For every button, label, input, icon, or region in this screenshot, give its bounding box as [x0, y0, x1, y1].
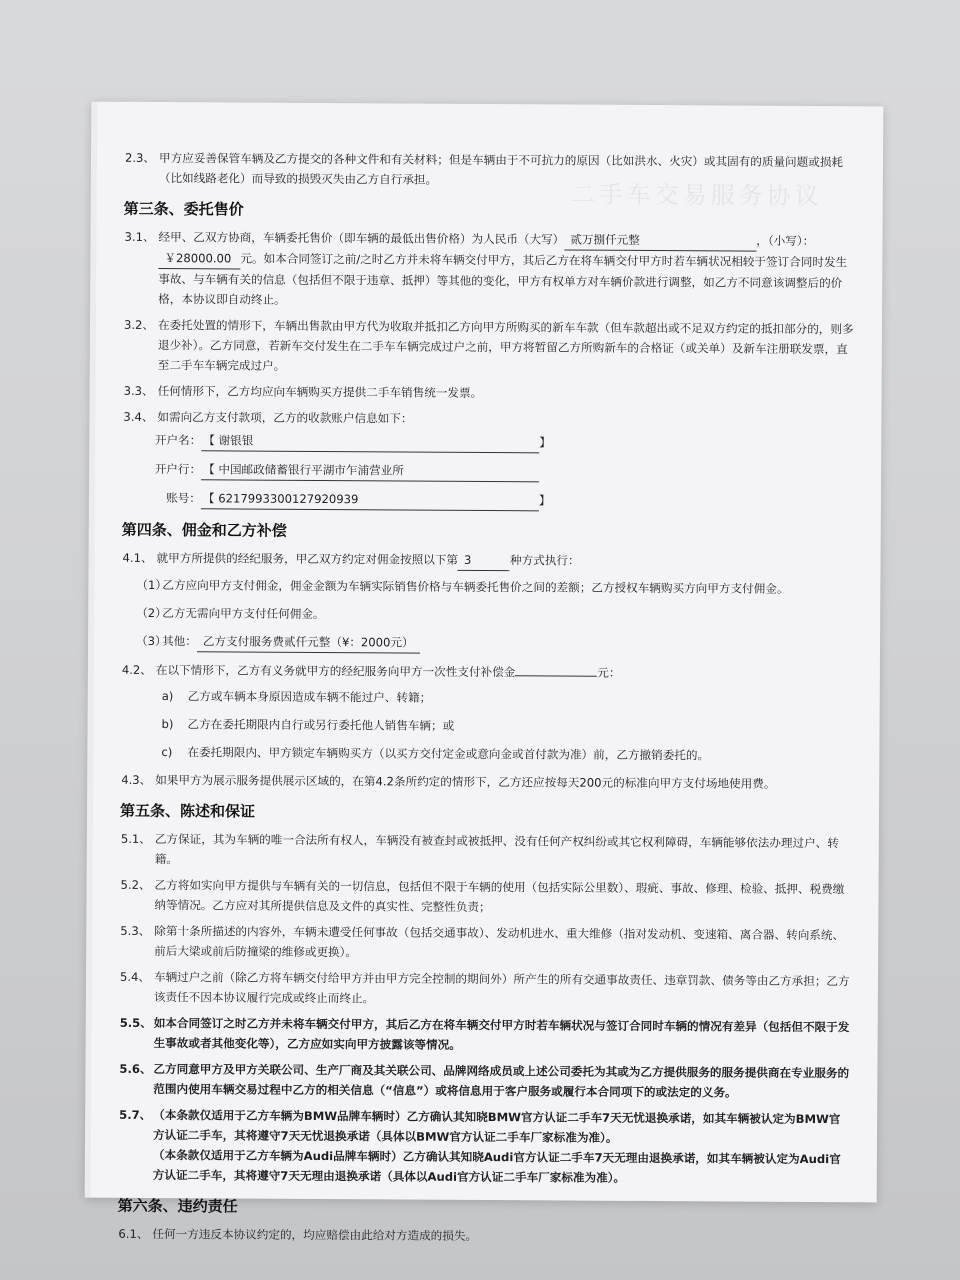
account-number-row — [153, 488, 855, 513]
clause-5-5 — [120, 1013, 852, 1057]
clause-4-3 — [121, 770, 853, 794]
clause-5-1 — [121, 829, 853, 873]
option-text: 其他： — [162, 634, 197, 649]
clause-text: 如本合同签订之时乙方并未将车辆交付甲方，其后乙方在将车辆交付甲方时若车辆状况与签订合同时车辆的情况有差异（包括但不限于发生事故或者其他变化等），乙方应如实向甲方披露该等情况。 — [153, 1015, 850, 1052]
clause-text — [158, 227, 856, 313]
other-fee-field: 乙方支付服务费贰仟元整（¥：2000元） — [197, 631, 420, 653]
case-text: 在委托期限内、甲方锁定车辆购买方（以买方交付定金或意向金或首付款为准）前，乙方撤销委托的。 — [187, 745, 710, 763]
compensation-field — [515, 675, 597, 677]
clause-number: 3.1、 — [124, 229, 155, 244]
clause-3-2 — [124, 315, 856, 379]
clause-text: 任何一方违反本协议约定的，均应赔偿由此给对方造成的损失。 — [152, 1226, 478, 1243]
close-bracket: 】 — [539, 435, 551, 450]
clause-5-2 — [120, 875, 852, 919]
option-number-field: 3 — [458, 550, 510, 571]
clause-5-3 — [120, 921, 852, 965]
clause-5-6 — [119, 1059, 851, 1103]
clause-number: 5.4、 — [119, 969, 151, 984]
clause-number: 6.1、 — [118, 1226, 149, 1241]
clause-text-part: 就甲方所提供的经纪服务，甲乙双方约定对佣金按照以下第 — [156, 550, 459, 567]
clause-3-3 — [124, 381, 856, 405]
clause-6-1 — [118, 1224, 850, 1248]
commission-option-2 — [136, 603, 854, 627]
clause-number: 4.1、 — [122, 550, 153, 565]
option-mark: （2） — [136, 605, 167, 621]
clause-text: 除第十条所描述的内容外，车辆未遭受任何事故（包括交通事故）、发动机进水、重大维修（指对发动机、变速箱、离合器、转向系统、前后大梁或前后防撞梁的维修或更换）。 — [154, 923, 845, 960]
option-text: 乙方无需向甲方支付任何佣金。 — [162, 606, 325, 622]
clause-number: 3.2、 — [123, 317, 155, 332]
clause-5-4 — [120, 967, 852, 1011]
bleed-through-title: 二手车交易服务协议 — [570, 180, 823, 211]
account-name-label: 开户名： — [154, 432, 202, 448]
account-name-value: 【 谢银银 — [201, 430, 539, 453]
amount-number-field: ￥28000.00 — [158, 248, 240, 270]
account-name-row — [153, 430, 855, 455]
option-text: 乙方应向甲方支付佣金，佣金金额为车辆实际销售价格与车辆委托售价之间的差额；乙方授权车辆购买方向甲方支付佣金。 — [162, 578, 789, 596]
clause-text: 任何情形下，乙方均应向车辆购买方提供二手车销售统一发票。 — [157, 384, 483, 400]
amount-words-field: 贰万捌仟元整 — [564, 229, 756, 251]
section-heading-3: 第三条、委托售价 — [123, 199, 244, 219]
clause-text: 甲方应妥善保管车辆及乙方提交的各种文件和有关材料；但是车辆由于不可抗力的原因（比如洪水、火灾）或其固有的质量问题或损耗（比如线路老化）而导致的损毁灭失由乙方自行承担。 — [158, 151, 844, 187]
clause-number: 5.5、 — [119, 1015, 152, 1030]
clause-number: 5.3、 — [120, 923, 151, 938]
commission-option-1 — [136, 575, 854, 599]
clause-5-7 — [119, 1105, 851, 1189]
section-heading-4: 第四条、佣金和乙方补偿 — [121, 520, 287, 540]
page-shadow-strip — [85, 102, 98, 1198]
clause-number: 5.1、 — [120, 831, 151, 846]
clause-text: 如需向乙方支付款项，乙方的收款账户信息如下： — [157, 410, 413, 426]
clause-number: 4.2、 — [121, 662, 152, 677]
account-bank-row — [153, 459, 855, 484]
account-bank-value: 【 中国邮政储蓄银行平湖市乍浦营业所 — [201, 459, 539, 482]
clause-text — [153, 1105, 851, 1189]
account-number-value: 【 6217993300127920939 — [201, 488, 539, 511]
document-page — [85, 102, 884, 1243]
compensation-case-c — [161, 742, 853, 766]
clause-text-audi: （本条款仅适用于乙方车辆为Audi品牌车辆时）乙方确认其知晓Audi官方认证二手车7天无理由退换承诺，如其车辆被认定为Audi官方认证二手车，其将遵守7天无理由退换承诺（具体以Audi官方认证二手车厂家标准为准）。 — [152, 1147, 841, 1185]
clause-number: 2.3、 — [124, 150, 156, 165]
clause-number: 5.6、 — [119, 1061, 152, 1076]
clause-number: 4.3、 — [121, 772, 152, 787]
close-bracket: 】 — [538, 493, 551, 508]
clause-text: 车辆过户之前（除乙方将车辆交付给甲方并由甲方完全控制的期间外）所产生的所有交通事故责任、违章罚款、债务等由乙方承担；乙方该责任不因本协议履行完成或终止而终止。 — [153, 969, 850, 1006]
section-heading-5: 第五条、陈述和保证 — [119, 801, 256, 821]
option-mark: （1） — [136, 577, 168, 593]
clause-number: 3.3、 — [123, 383, 154, 398]
clause-2-3 — [125, 148, 857, 192]
case-mark: a) — [161, 689, 174, 704]
clause-text-part: ，（小写）： — [756, 233, 815, 249]
case-text: 乙方在委托期限内自行或另行委托他人销售车辆；或 — [187, 717, 455, 733]
case-text: 乙方或车辆本身原因造成车辆不能过户、转籍； — [187, 689, 432, 705]
clause-3-1 — [124, 227, 856, 313]
compensation-case-a — [162, 686, 854, 710]
clause-text — [156, 660, 854, 684]
clause-text-part: 在以下情形下，乙方有义务就甲方的经纪服务向甲方一次性支付补偿金 — [155, 662, 516, 680]
option-mark: （3） — [136, 633, 167, 649]
clause-text-part: 种方式执行： — [509, 553, 580, 568]
clause-text-part: 经甲、乙双方协商，车辆委托售价（即车辆的最低出售价格）为人民币（大写） — [158, 230, 565, 247]
case-mark: c) — [161, 745, 173, 760]
clause-number: 3.4、 — [123, 409, 154, 424]
clause-text: 如果甲方为展示服务提供展示区域的，在第4.2条所约定的情形下，乙方还应按每天200元的标准向甲方支付场地使用费。 — [155, 772, 776, 791]
clause-text: 乙方同意甲方及甲方关联公司、生产厂商及其关联公司、品牌网络成员或上述公司委托为其或为乙方提供服务的服务提供商在专业服务的范围内使用车辆交易过程中乙方的相关信息（“信息”）或将信息用于客户服务或履行本合同项下的或法定的义务。 — [153, 1061, 850, 1100]
clause-text-part: 元。如本合同签订之前/之时乙方并未将车辆交付甲方，其后乙方在将车辆交付甲方时若车辆状况相较于签订合同时发生事故、与车辆有关的信息（包括但不限于违章、抵押）等其他的变化，甲方有权单方对车辆价款进行调整，如乙方不同意该调整后的价格，本协议即自动终止。 — [158, 251, 848, 307]
clause-4-1 — [123, 548, 855, 573]
clause-text: 乙方保证，其为车辆的唯一合法所有权人，车辆没有被查封或被抵押、没有任何产权纠纷或其它权利障碍，车辆能够依法办理过户、转籍。 — [154, 831, 839, 867]
clause-number: 5.2、 — [120, 877, 151, 892]
account-number-label: 账号： — [166, 491, 201, 506]
account-bank-label: 开户行： — [154, 461, 202, 477]
clause-text-bmw: （本条款仅适用于乙方车辆为BMW品牌车辆时）乙方确认其知晓BMW官方认证二手车7天无忧退换承诺，如其车辆被认定为BMW官方认证二手车，其将遵守7天无忧退换承诺（具体以BMW官方认证二手车厂家标准为准）。 — [153, 1107, 841, 1145]
clause-text-part: 元： — [597, 665, 621, 680]
clause-text — [157, 548, 855, 573]
clause-3-4 — [123, 407, 855, 431]
clause-4-2 — [122, 660, 854, 684]
compensation-case-b — [161, 714, 853, 738]
case-mark: b) — [161, 717, 174, 732]
clause-number: 5.7、 — [119, 1107, 152, 1122]
commission-option-3 — [136, 631, 854, 656]
clause-text: 在委托处置的情形下，车辆出售款由甲方代为收取并抵扣乙方向甲方所购买的新车车款（但车款超出或不足双方约定的抵扣部分的，则多退少补）。乙方同意，若新车交付发生在二手车车辆完成过户之前，甲方将暂留乙方所购新车的合格证（或关单）及新车注册联发票，直至二手车车辆完成过户。 — [157, 318, 854, 373]
section-heading-6: 第六条、违约责任 — [117, 1196, 238, 1216]
clause-text: 乙方将如实向甲方提供与车辆有关的一切信息，包括但不限于车辆的使用（包括实际公里数）、瑕疵、事故、修理、检验、抵押、税费缴纳等情况。乙方应对其所提供信息及文件的真实性、完整性负责； — [154, 877, 845, 915]
document-content — [118, 148, 857, 1254]
